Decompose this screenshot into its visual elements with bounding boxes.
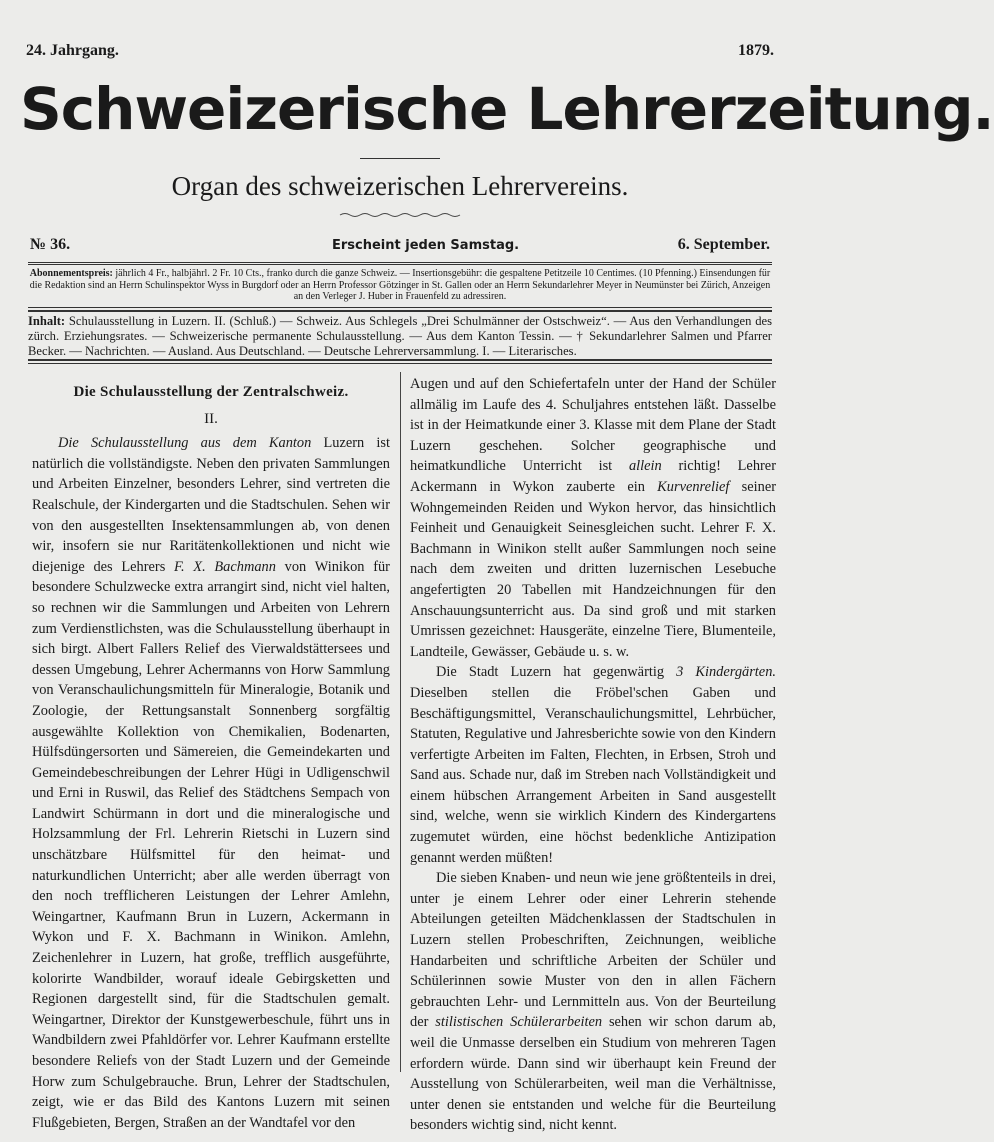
article-paragraph bbox=[410, 374, 776, 662]
subscription-text: jährlich 4 Fr., halbjährl. 2 Fr. 10 Cts., franko durch die ganze Schweiz. — Insertionsgebühr: die gespaltene Petitzeile 10 Centimes. (10 Pfenning.) Einsendungen für die Redaktion sind an Herrn Schulinspektor Wyss in Burgdorf oder an Herrn Professor Götzinger in St. Gallen oder an Herrn Sekundarlehrer Meyer in Neumünster bei Zürich, Anzeigen an den Verleger J. Huber in Frauenfeld zu adressiren. bbox=[29, 268, 771, 302]
ornament-divider bbox=[340, 212, 460, 218]
subscription-label: Abonnementspreis: bbox=[29, 268, 113, 279]
article-text: richtig! Lehrer Ackermann in Wykon zauberte ein bbox=[410, 458, 776, 495]
article-text: Die sieben Knaben- und neun wie jene größtenteils in drei, unter je einem Lehrer oder einer Lehrerin stehende Abteilungen geteilten Mädchenklassen der Stadtschulen in Luzern stellen Probeschriften, Zeichnungen, weibliche Handarbeiten und schriftliche Arbeiten der Schüler und Schülerinnen sowie Muster von den in allen Fächern gebrauchten Lehr- und Lernmitteln aus. Von der Beurteilung der bbox=[410, 870, 776, 1031]
article-paragraph bbox=[410, 868, 776, 1136]
issue-number: № 36. bbox=[30, 236, 71, 253]
rule-bottom-2 bbox=[28, 363, 772, 364]
article-text: Augen und auf den Schiefertafeln unter der Hand der Schüler allmälig im Laufe des 4. Schuljahres entstehen läßt. Dasselbe ist in der Heimatkunde einer 3. Klasse mit dem Plane der Stadt Luzern geschehen. Solcher geographische und heimatkundliche Unterricht ist bbox=[410, 376, 776, 475]
article-column-left bbox=[32, 372, 390, 1133]
column-divider bbox=[400, 372, 401, 1072]
volume-label: 24. Jahrgang. bbox=[26, 42, 119, 59]
article-title: Die Schulausstellung der Zentralschweiz. bbox=[73, 384, 349, 400]
article-text: Die Stadt Luzern hat gegenwärtig bbox=[436, 664, 665, 681]
rule-top bbox=[28, 262, 772, 263]
article-italic: allein bbox=[628, 458, 662, 475]
newspaper-title: Schweizerische Lehrerzeitung. bbox=[20, 75, 994, 143]
rule-mid bbox=[28, 307, 772, 308]
article-text: von Winikon für besondere Schulzwecke extra arrangirt sind, nicht viel halten, so rechnen wir die Sammlungen und Arbeiten von Lehrern zum Verdienstlichsten, was die Schulausstellung überhaupt in sich birgt. Albert Fallers Relief des Vierwaldstättersees und dessen Umgebung, Lehrer Achermanns von Horw Sammlung von Veranschaulichungsmitteln für Mineralogie, Botanik und Zoologie, der Rettungsanstalt Sonnenberg sorgfältig ausgewählte Kollektion von Chemikalien, Bodenarten, Hülfsdüngersorten und Sämereien, die Gemeindekarten und Gemeindebeschreibungen der Lehrer Hügi in Udligenschwil und Erni in Ruswil, das Relief des Städtchens Sempach von Landwirt Schürmann in dort und die mineralogische und Holzsammlung der Frl. Lehrerin Rietschi in Luzern sind unschätzbare Hülfsmittel für den heimat- und naturkundlichen Unterricht; aber alle werden überragt von den noch trefflicheren Leistungen der Lehrer Amlehn, Weingartner, Kaufmann Brun in Luzern, Ackermann in Wykon und F. X. Bachmann in Winikon. Amlehn, Zeichenlehrer in Luzern, hat große, trefflich ausgeführte, kolorirte Wandbilder, worauf ideale Gebirgsketten und Regionen dargestellt sind, für die Stadtschulen gemalt. Weingartner, Direktor der Kunstgewerbeschule, führt uns in Wandbildern zwei Pfahldörfer vor. Lehrer Kaufmann erstellte besondere Reliefs von der Stadt Luzern und der Gemeinde Horw zum Schulgebrauche. Brun, Lehrer der Stadtschulen, zeigt, wie er das Bild des Kantons Luzern mit seinen Flußgebieten, Bergen, Straßen an der Wandtafel vor den bbox=[32, 558, 390, 1131]
newspaper-subtitle: Organ des schweizerischen Lehrervereins. bbox=[171, 171, 629, 201]
article-paragraph bbox=[32, 433, 390, 1133]
table-of-contents bbox=[28, 314, 772, 359]
article-text: seiner Wohngemeinden Reiden und Wykon hervor, das hinsichtlich Feinheit und Genauigkeit Seinesgleichen sucht. Lehrer F. X. Bachmann in Winikon stellt außer Sammlungen noch seine nach dem zweiten und dritten luzernischen Lesebuche angefertigten 20 Tabellen mit Handzeichnungen für den Anschauungsunterricht aus. Da sind groß und mit starken Umrissen gezeichnet: Hausgeräte, einzelne Tiere, Blumenteile, Landteile, Gewässer, Gebäude u. s. w. bbox=[410, 478, 776, 660]
frequency-note: Erscheint jeden Samstag. bbox=[332, 238, 520, 253]
article-text: Dieselben stellen die Fröbel'schen Gaben und Beschäftigungsmittel, Veranschaulichungsmittel, Lehrbücher, Statuten, Regulative und Jahresberichte sowie von den Kindern verfertigte Arbeiten im Falten, Flechten, in Erbsen, Stroh und Sand aus. Schade nur, daß im Streben nach Vollständigkeit und einem hübschen Arrangement Arbeiten in Sand ausgestellt sind, welche, wenn sie wirklich Kindern des Kindergartens zugemutet würden, eine höchst bedenkliche Antizipation genannt werden müßten! bbox=[410, 684, 776, 866]
article-italic: Kurvenrelief bbox=[657, 478, 730, 495]
contents-label: Inhalt: bbox=[28, 314, 66, 328]
article-italic: Die Schulausstellung aus dem Kanton bbox=[58, 435, 312, 452]
article-column-right bbox=[410, 374, 776, 1136]
article-paragraph bbox=[410, 662, 776, 868]
header-topline bbox=[26, 42, 774, 62]
title-underline bbox=[360, 158, 440, 159]
rule-bottom bbox=[28, 359, 772, 361]
article-italic: 3 Kindergärten. bbox=[676, 664, 776, 681]
issue-date: 6. September. bbox=[677, 236, 770, 253]
article-italic: F. X. Bachmann bbox=[174, 558, 276, 575]
article-text: sehen wir schon darum ab, weil die Unmasse derselben ein Studium von mehreren Tagen erfordern würde. Dann sind wir überhaupt kein Freund der Ausstellung von Schülerarbeiten, weil man die Verhältnisse, unter denen sie entstanden und welche für die Beurteilung besonders wichtig sind, nicht kennt. bbox=[410, 1014, 776, 1134]
article-section: II. bbox=[204, 410, 218, 427]
subscription-notice bbox=[28, 268, 772, 303]
rule-top-2 bbox=[28, 264, 772, 265]
rule-mid-2 bbox=[28, 310, 772, 312]
year-label: 1879. bbox=[738, 42, 774, 59]
article-italic: stilistischen Schülerarbeiten bbox=[435, 1014, 603, 1031]
article-text: Luzern ist natürlich die vollständigste. Neben den privaten Sammlungen und Arbeiten Einzelner, besonders Lehrer, sind vertreten die Realschule, der Kindergarten und die Stadtschulen. Sehen wir von den ausgestellten Insektensammlungen ab, von denen wir, insofern sie nur Raritätenkollektionen und nicht wie diejenige des Lehrers bbox=[32, 435, 391, 575]
issue-line bbox=[30, 236, 770, 256]
contents-text: Schulausstellung in Luzern. II. (Schluß.) — Schweiz. Aus Schlegels „Drei Schulmänner der Ostschweiz“. — Aus den Verhandlungen des zürch. Erziehungsrates. — Schweizerische permanente Schulausstellung. — Aus dem Kanton Tessin. — † Sekundarlehrer Salmen und Pfarrer Becker. — Nachrichten. — Ausland. Aus Deutschland. — Deutsche Lehrerversammlung. I. — Literarisches. bbox=[28, 314, 772, 358]
